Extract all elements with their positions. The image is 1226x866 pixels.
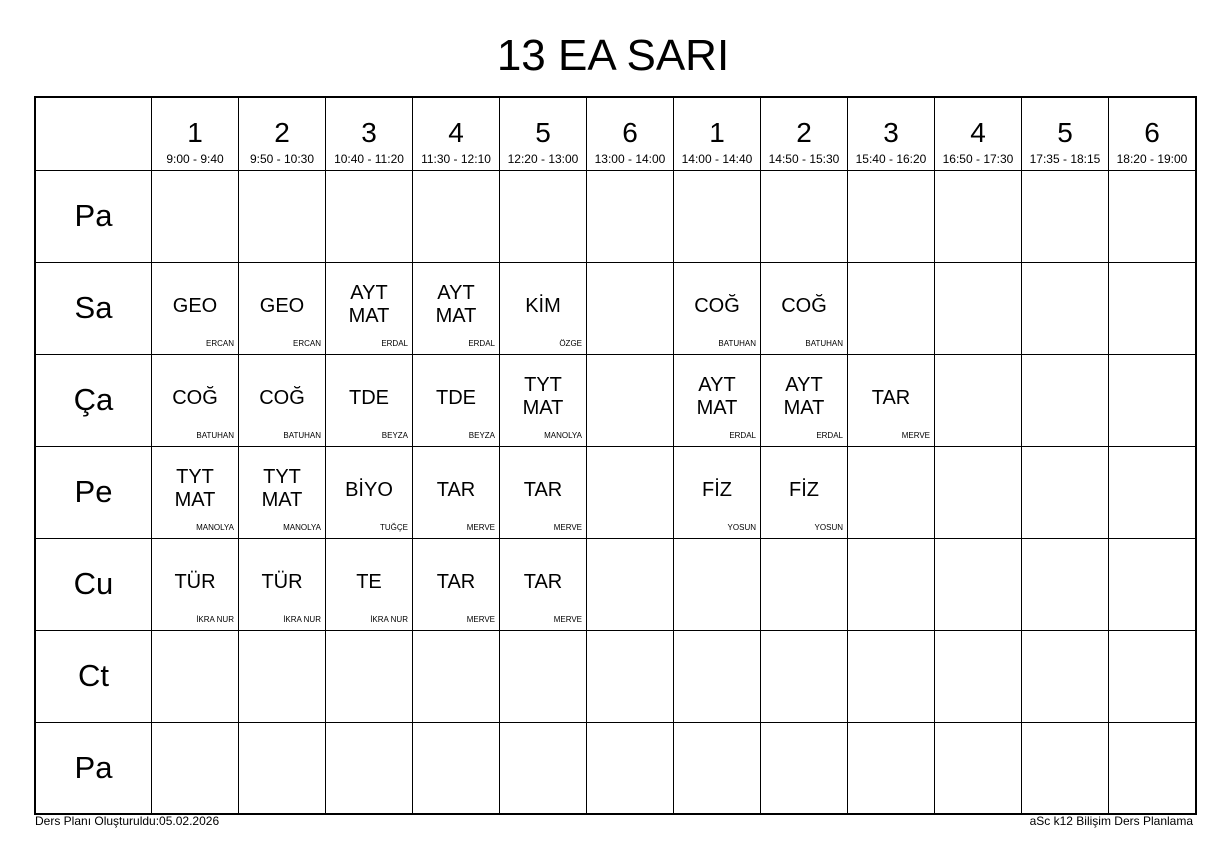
teacher-name: MERVE	[466, 522, 495, 532]
teacher-name: BATUHAN	[718, 338, 756, 348]
subject-line: FİZ	[789, 479, 819, 502]
lesson-cell	[152, 262, 239, 354]
period-time: 15:40 - 16:20	[855, 152, 927, 166]
subject-name	[761, 295, 847, 318]
lesson-cell	[587, 262, 674, 354]
teacher-name: MANOLYA	[544, 430, 582, 440]
subject-line: MAT	[435, 305, 477, 328]
lesson-cell	[500, 630, 587, 722]
teacher-name: ERCAN	[292, 338, 321, 348]
subject-line: TAR	[436, 571, 476, 594]
lesson-cell	[1109, 354, 1197, 446]
subject-line: FİZ	[702, 479, 732, 502]
subject-name	[674, 374, 760, 420]
subject-line: TÜR	[261, 571, 303, 594]
period-header-4	[413, 97, 500, 170]
lesson-cell	[935, 170, 1022, 262]
subject-name	[413, 571, 499, 594]
teacher-name: ERDAL	[816, 430, 843, 440]
period-time: 9:00 - 9:40	[166, 152, 224, 166]
subject-name	[239, 466, 325, 512]
period-number: 5	[535, 117, 551, 148]
subject-name	[848, 387, 934, 410]
period-time: 18:20 - 19:00	[1116, 152, 1188, 166]
lesson-cell	[935, 722, 1022, 814]
teacher-name: İKRA NUR	[283, 614, 321, 624]
period-number: 1	[709, 117, 725, 148]
teacher-name: ERDAL	[468, 338, 495, 348]
teacher-name: BATUHAN	[196, 430, 234, 440]
period-time: 9:50 - 10:30	[249, 152, 315, 166]
teacher-name: ERDAL	[729, 430, 756, 440]
subject-line: BİYO	[345, 479, 393, 502]
lesson-cell	[1022, 262, 1109, 354]
day-label: Sa	[35, 262, 152, 354]
subject-line: COĞ	[172, 387, 218, 410]
lesson-cell	[152, 446, 239, 538]
lesson-cell	[326, 262, 413, 354]
subject-line: TDE	[349, 387, 389, 410]
lesson-cell	[848, 446, 935, 538]
period-header-9	[848, 97, 935, 170]
lesson-cell	[1022, 354, 1109, 446]
lesson-cell	[587, 722, 674, 814]
subject-name	[413, 282, 499, 328]
period-time: 16:50 - 17:30	[942, 152, 1014, 166]
day-label: Ct	[35, 630, 152, 722]
teacher-name: MERVE	[466, 614, 495, 624]
subject-name	[413, 387, 499, 410]
teacher-name: ÖZGE	[559, 338, 582, 348]
teacher-name: İKRA NUR	[196, 614, 234, 624]
period-number: 5	[1057, 117, 1073, 148]
day-row	[35, 630, 1196, 722]
subject-line: TÜR	[174, 571, 216, 594]
subject-line: MAT	[696, 397, 738, 420]
teacher-name: MANOLYA	[196, 522, 234, 532]
lesson-cell	[500, 354, 587, 446]
subject-name	[326, 479, 412, 502]
subject-name	[239, 295, 325, 318]
period-header-6	[587, 97, 674, 170]
lesson-cell	[674, 262, 761, 354]
lesson-cell	[1022, 722, 1109, 814]
subject-name	[761, 479, 847, 502]
lesson-cell	[935, 446, 1022, 538]
lesson-cell	[239, 630, 326, 722]
footer-created-date: Ders Planı Oluşturuldu:05.02.2026	[35, 814, 220, 828]
period-time: 10:40 - 11:20	[334, 152, 404, 166]
footer-software-credit: aSc k12 Bilişim Ders Planlama	[1029, 814, 1193, 828]
subject-line: AYT	[785, 374, 823, 397]
lesson-cell	[500, 722, 587, 814]
period-header-10	[935, 97, 1022, 170]
period-time: 13:00 - 14:00	[594, 152, 666, 166]
subject-name	[500, 295, 586, 318]
subject-line: KİM	[525, 295, 561, 318]
period-number: 3	[883, 117, 899, 148]
period-number: 6	[1144, 117, 1160, 148]
teacher-name: MANOLYA	[283, 522, 321, 532]
lesson-cell	[1109, 722, 1197, 814]
lesson-cell	[848, 630, 935, 722]
lesson-cell	[935, 538, 1022, 630]
lesson-cell	[674, 446, 761, 538]
subject-line: TAR	[436, 479, 476, 502]
lesson-cell	[674, 170, 761, 262]
lesson-cell	[761, 354, 848, 446]
lesson-cell	[413, 262, 500, 354]
period-number: 3	[361, 117, 377, 148]
subject-name	[413, 479, 499, 502]
lesson-cell	[1022, 630, 1109, 722]
period-header-row	[35, 97, 1196, 170]
lesson-cell	[413, 722, 500, 814]
lesson-cell	[761, 446, 848, 538]
teacher-name: ERDAL	[381, 338, 408, 348]
lesson-cell	[413, 170, 500, 262]
subject-name	[674, 295, 760, 318]
subject-name	[500, 479, 586, 502]
lesson-cell	[152, 630, 239, 722]
day-label: Cu	[35, 538, 152, 630]
day-label: Pe	[35, 446, 152, 538]
subject-name	[674, 479, 760, 502]
lesson-cell	[935, 354, 1022, 446]
subject-line: TE	[356, 571, 382, 594]
lesson-cell	[413, 538, 500, 630]
subject-line: MAT	[522, 397, 564, 420]
lesson-cell	[674, 630, 761, 722]
lesson-cell	[500, 446, 587, 538]
lesson-cell	[935, 630, 1022, 722]
subject-name	[500, 571, 586, 594]
teacher-name: TUĞÇE	[380, 522, 408, 532]
lesson-cell	[1109, 446, 1197, 538]
lesson-cell	[239, 446, 326, 538]
subject-line: COĞ	[694, 295, 740, 318]
day-label: Pa	[35, 722, 152, 814]
lesson-cell	[1022, 538, 1109, 630]
day-row	[35, 354, 1196, 446]
lesson-cell	[761, 538, 848, 630]
timetable	[34, 96, 1197, 815]
day-row	[35, 170, 1196, 262]
subject-line: MAT	[261, 489, 303, 512]
lesson-cell	[674, 722, 761, 814]
subject-name	[326, 387, 412, 410]
period-number: 4	[448, 117, 464, 148]
lesson-cell	[326, 630, 413, 722]
lesson-cell	[326, 538, 413, 630]
subject-line: AYT	[437, 282, 475, 305]
lesson-cell	[239, 170, 326, 262]
day-row	[35, 538, 1196, 630]
lesson-cell	[674, 538, 761, 630]
subject-line: AYT	[698, 374, 736, 397]
subject-name	[239, 571, 325, 594]
lesson-cell	[1109, 538, 1197, 630]
lesson-cell	[674, 354, 761, 446]
period-header-8	[761, 97, 848, 170]
teacher-name: BEYZA	[468, 430, 495, 440]
subject-name	[239, 387, 325, 410]
teacher-name: BATUHAN	[805, 338, 843, 348]
period-header-11	[1022, 97, 1109, 170]
period-time: 14:00 - 14:40	[681, 152, 753, 166]
lesson-cell	[1109, 630, 1197, 722]
subject-name	[326, 571, 412, 594]
teacher-name: ERCAN	[205, 338, 234, 348]
lesson-cell	[413, 446, 500, 538]
lesson-cell	[848, 722, 935, 814]
lesson-cell	[239, 354, 326, 446]
lesson-cell	[587, 538, 674, 630]
period-time: 17:35 - 18:15	[1029, 152, 1101, 166]
lesson-cell	[761, 170, 848, 262]
lesson-cell	[935, 262, 1022, 354]
lesson-cell	[500, 262, 587, 354]
period-header-7	[674, 97, 761, 170]
lesson-cell	[152, 354, 239, 446]
subject-line: TYT	[176, 466, 214, 489]
period-number: 4	[970, 117, 986, 148]
lesson-cell	[587, 446, 674, 538]
lesson-cell	[413, 354, 500, 446]
period-number: 2	[274, 117, 290, 148]
subject-name	[326, 282, 412, 328]
subject-line: COĞ	[781, 295, 827, 318]
subject-line: TYT	[524, 374, 562, 397]
lesson-cell	[239, 722, 326, 814]
teacher-name: İKRA NUR	[370, 614, 408, 624]
subject-name	[152, 295, 238, 318]
period-time: 11:30 - 12:10	[421, 152, 491, 166]
period-header-3	[326, 97, 413, 170]
subject-line: TYT	[263, 466, 301, 489]
period-number: 2	[796, 117, 812, 148]
period-number: 6	[622, 117, 638, 148]
subject-name	[761, 374, 847, 420]
day-row	[35, 722, 1196, 814]
lesson-cell	[326, 354, 413, 446]
lesson-cell	[761, 262, 848, 354]
period-header-12	[1109, 97, 1197, 170]
teacher-name: MERVE	[901, 430, 930, 440]
subject-line: TDE	[436, 387, 476, 410]
lesson-cell	[1109, 262, 1197, 354]
lesson-cell	[848, 354, 935, 446]
lesson-cell	[152, 722, 239, 814]
subject-line: COĞ	[259, 387, 305, 410]
subject-line: MAT	[174, 489, 216, 512]
lesson-cell	[500, 538, 587, 630]
lesson-cell	[152, 538, 239, 630]
lesson-cell	[1022, 170, 1109, 262]
day-row	[35, 446, 1196, 538]
subject-line: TAR	[523, 479, 563, 502]
period-time: 12:20 - 13:00	[507, 152, 579, 166]
day-row	[35, 262, 1196, 354]
teacher-name: BEYZA	[381, 430, 408, 440]
lesson-cell	[500, 170, 587, 262]
lesson-cell	[587, 630, 674, 722]
lesson-cell	[326, 446, 413, 538]
subject-name	[152, 571, 238, 594]
teacher-name: YOSUN	[814, 522, 843, 532]
lesson-cell	[761, 630, 848, 722]
day-label: Pa	[35, 170, 152, 262]
subject-line: AYT	[350, 282, 388, 305]
lesson-cell	[587, 354, 674, 446]
subject-line: TAR	[523, 571, 563, 594]
lesson-cell	[239, 538, 326, 630]
lesson-cell	[1109, 170, 1197, 262]
subject-line: MAT	[783, 397, 825, 420]
lesson-cell	[848, 170, 935, 262]
teacher-name: MERVE	[553, 522, 582, 532]
subject-line: GEO	[259, 295, 305, 318]
subject-line: MAT	[348, 305, 390, 328]
lesson-cell	[761, 722, 848, 814]
subject-name	[152, 387, 238, 410]
lesson-cell	[1022, 446, 1109, 538]
period-time: 14:50 - 15:30	[768, 152, 840, 166]
lesson-cell	[152, 170, 239, 262]
lesson-cell	[413, 630, 500, 722]
page-title: 13 EA SARI	[496, 31, 730, 80]
day-label: Ça	[35, 354, 152, 446]
lesson-cell	[326, 170, 413, 262]
subject-line: GEO	[172, 295, 218, 318]
lesson-cell	[848, 262, 935, 354]
period-header-1	[152, 97, 239, 170]
subject-line: TAR	[871, 387, 911, 410]
subject-name	[152, 466, 238, 512]
teacher-name: YOSUN	[727, 522, 756, 532]
teacher-name: MERVE	[553, 614, 582, 624]
period-header-2	[239, 97, 326, 170]
period-header-5	[500, 97, 587, 170]
lesson-cell	[326, 722, 413, 814]
lesson-cell	[587, 170, 674, 262]
period-number: 1	[187, 117, 203, 148]
corner-cell	[35, 97, 152, 170]
teacher-name: BATUHAN	[283, 430, 321, 440]
subject-name	[500, 374, 586, 420]
lesson-cell	[848, 538, 935, 630]
lesson-cell	[239, 262, 326, 354]
